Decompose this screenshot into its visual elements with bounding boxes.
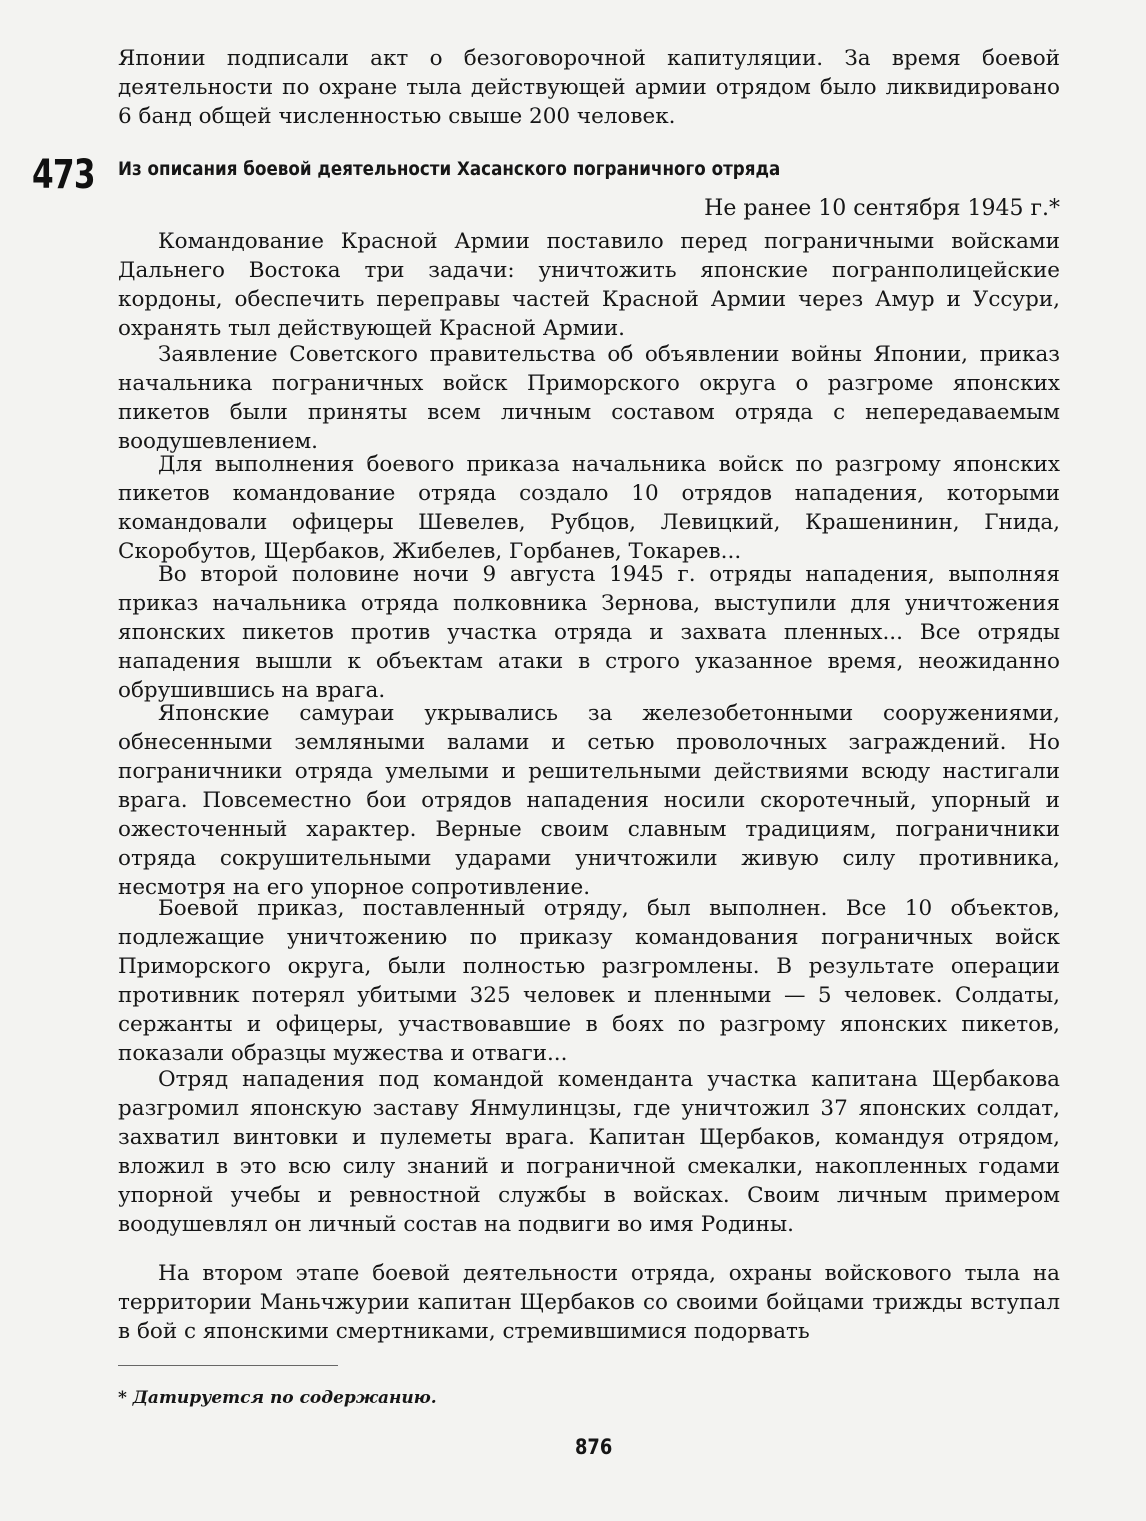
body-paragraph-8: На втором этапе боевой деятельности отряда, охраны войскового тыла на территории Маньчжурии капитан Щербаков со своими бойцами трижды вступал в бой с японскими смертниками, стремившимися подорвать <box>118 1261 1060 1344</box>
body-paragraph-7: Отряд нападения под командой коменданта участка капитана Щербакова разгромил японскую заставу Янмулинцзы, где уничтожил 37 японских солдат, захватил винтовки и пулеметы врага. Капитан Щербаков, командуя отрядом, вложил в это всю силу знаний и пограничной смекалки, накопленных годами упорной учебы и ревностной службы в войсках. Своим личным примером воодушевлял он личный состав на подвиги во имя Родины. <box>118 1067 1060 1237</box>
document-date: Не ранее 10 сентября 1945 г.* <box>704 196 1060 221</box>
body-paragraph-5: Японские самураи укрывались за железобетонными сооружениями, обнесенными земляными валами и сетью проволочных заграждений. Но пограничники отряда умелыми и решительными действиями всюду настигали врага. Повсеместно бои отрядов нападения носили скоротечный, упорный и ожесточенный характер. Верные своим славным традициям, пограничники отряда сокрушительными ударами уничтожили живую силу противника, несмотря на его упорное сопротивление. <box>118 701 1060 900</box>
body-paragraph-3: Для выполнения боевого приказа начальника войск по разгрому японских пикетов командование отряда создало 10 отрядов нападения, которыми командовали офицеры Шевелев, Рубцов, Левицкий, Крашенинин, Гнида, Скоробутов, Щербаков, Жибелев, Горбанев, Токарев... <box>118 452 1060 564</box>
footnote: * Датируется по содержанию. <box>118 1388 437 1408</box>
footnote-divider <box>118 1365 338 1366</box>
body-paragraph-4: Во второй половине ночи 9 августа 1945 г. отряды нападения, выполняя приказ начальника отряда полковника Зернова, выступили для уничтожения японских пикетов против участка отряда и захвата пленных... Все отряды нападения вышли к объектам атаки в строго указанное время, неожиданно обрушившись на врага. <box>118 562 1060 703</box>
body-paragraph-1: Командование Красной Армии поставило перед пограничными войсками Дальнего Востока три задачи: уничтожить японские погранполицейские кордоны, обеспечить переправы частей Красной Армии через Амур и Уссури, охранять тыл действующей Красной Армии. <box>118 229 1060 341</box>
page-number: 876 <box>575 1435 613 1459</box>
document-number: 473 <box>32 152 95 198</box>
body-paragraph-2: Заявление Советского правительства об объявлении войны Японии, приказ начальника пограничных войск Приморского округа о разгроме японских пикетов были приняты всем личным составом отряда с непередаваемым воодушевлением. <box>118 342 1060 454</box>
document-heading: Из описания боевой деятельности Хасанского пограничного отряда <box>118 158 781 180</box>
intro-paragraph: Японии подписали акт о безоговорочной капитуляции. За время боевой деятельности по охране тыла действующей армии отрядом было ликвидировано 6 банд общей численностью свыше 200 человек. <box>118 46 1060 129</box>
body-paragraph-6: Боевой приказ, поставленный отряду, был выполнен. Все 10 объектов, подлежащие уничтожению по приказу командования пограничных войск Приморского округа, были полностью разгромлены. В результате операции противник потерял убитыми 325 человек и пленными — 5 человек. Солдаты, сержанты и офицеры, участвовавшие в боях по разгрому японских пикетов, показали образцы мужества и отваги... <box>118 896 1060 1066</box>
